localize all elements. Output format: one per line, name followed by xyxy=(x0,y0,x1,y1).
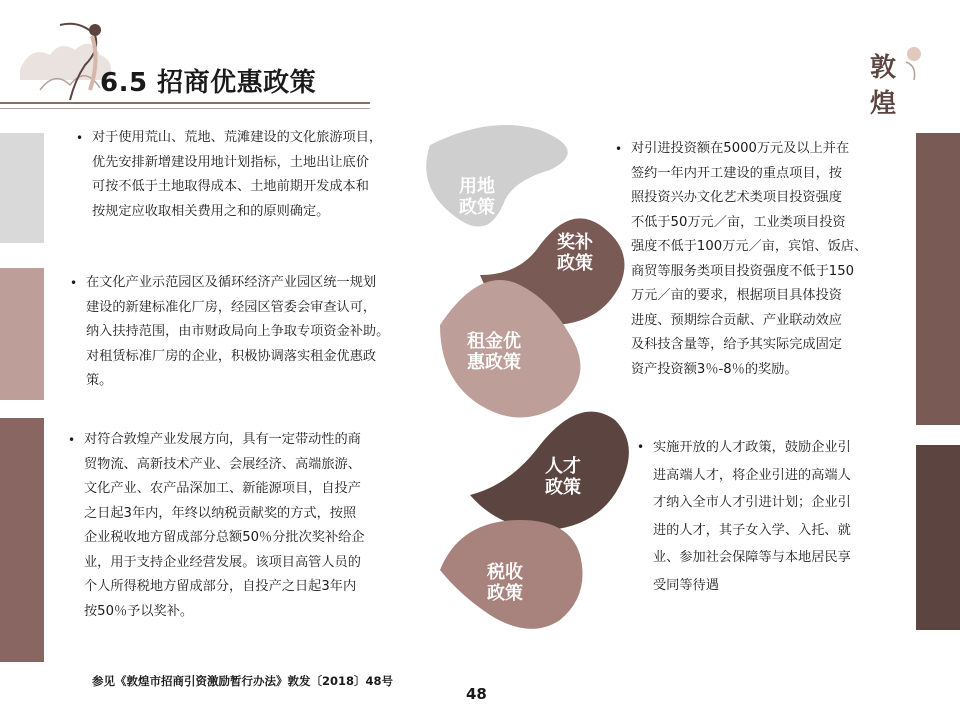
bullet: • xyxy=(76,131,84,145)
page-title: 6.5 招商优惠政策 xyxy=(100,68,317,98)
svg-text:煌: 煌 xyxy=(870,89,897,119)
svg-text:敦: 敦 xyxy=(870,53,897,83)
footnote: 参见《敦煌市招商引资激励暂行办法》敦发〔2018〕48号 xyxy=(92,674,394,688)
policy-rent-text: • 在文化产业示范园区及循环经济产业园区统一规划 建设的新建标准化厂房，经园区管委会审查认可， 纳入扶持范围，由市财政局向上争取专项资金补助。 对租赁标准厂房的企业，积极协调落实租金优惠政 策。 xyxy=(86,271,446,394)
petal-label-talent: 人才 政策 xyxy=(545,456,581,498)
title-rule xyxy=(0,102,370,104)
policy-petals xyxy=(420,125,640,635)
bullet: • xyxy=(70,276,78,290)
dunhuang-logo xyxy=(862,40,932,122)
policy-talent-text: • 实施开放的人才政策，鼓励企业引 进高端人才，将企业引进的高端人 才纳入全市人才引进计划；企业引 进的人才，其子女入学、入托、就 业、参加社会保障等与本地居民享 受同等待遇 xyxy=(653,434,908,599)
left-bar-2 xyxy=(0,268,44,400)
left-bar-1 xyxy=(0,133,44,243)
page-number: 48 xyxy=(466,685,487,703)
right-bar-1 xyxy=(916,133,960,425)
petal-label-tax: 税收 政策 xyxy=(487,562,523,604)
policy-subsidy-text: • 对引进投资额在5000万元及以上并在 签约一年内开工建设的重点项目，按 照投资兴办文化艺术类项目投资强度 不低于50万元／亩，工业类项目投资 强度不低于100万元／亩，宾馆、饭店、 商贸等服务类项目投资强度不低于150 万元／亩的要求，根据项目具体投资 进度、预期综合贡献、产业联动效应 及科技含量等，给予其实际完成固定 资产投资额3％-8％的奖励。 xyxy=(631,137,906,382)
bullet: • xyxy=(637,440,645,454)
bullet: • xyxy=(615,142,623,156)
bullet: • xyxy=(68,433,76,447)
petal-label-rent: 租金优 惠政策 xyxy=(467,331,521,373)
left-bar-3 xyxy=(0,418,44,662)
petal-label-land: 用地 政策 xyxy=(459,176,495,218)
petal-label-subsidy: 奖补 政策 xyxy=(557,232,593,274)
policy-tax-text: • 对符合敦煌产业发展方向，具有一定带动性的商 贸物流、高新技术产业、会展经济、高端旅游、 文化产业、农产品深加工、新能源项目，自投产 之日起3年内，年终以纳税贡献奖的方式，按照 企业税收地方留成部分总额50％分批次奖补给企 业，用于支持企业经营发展。该项目高管人员的 个人所得税地方留成部分，自投产之日起3年内 按50％予以奖补。 xyxy=(84,428,424,624)
right-bar-2 xyxy=(916,445,960,630)
title-rule-thin xyxy=(0,108,370,109)
policy-land-text: • 对于使用荒山、荒地、荒滩建设的文化旅游项目， 优先安排新增建设用地计划指标，土地出让底价 可按不低于土地取得成本、土地前期开发成本和 按规定应收取相关费用之和的原则确定。 xyxy=(92,126,442,224)
